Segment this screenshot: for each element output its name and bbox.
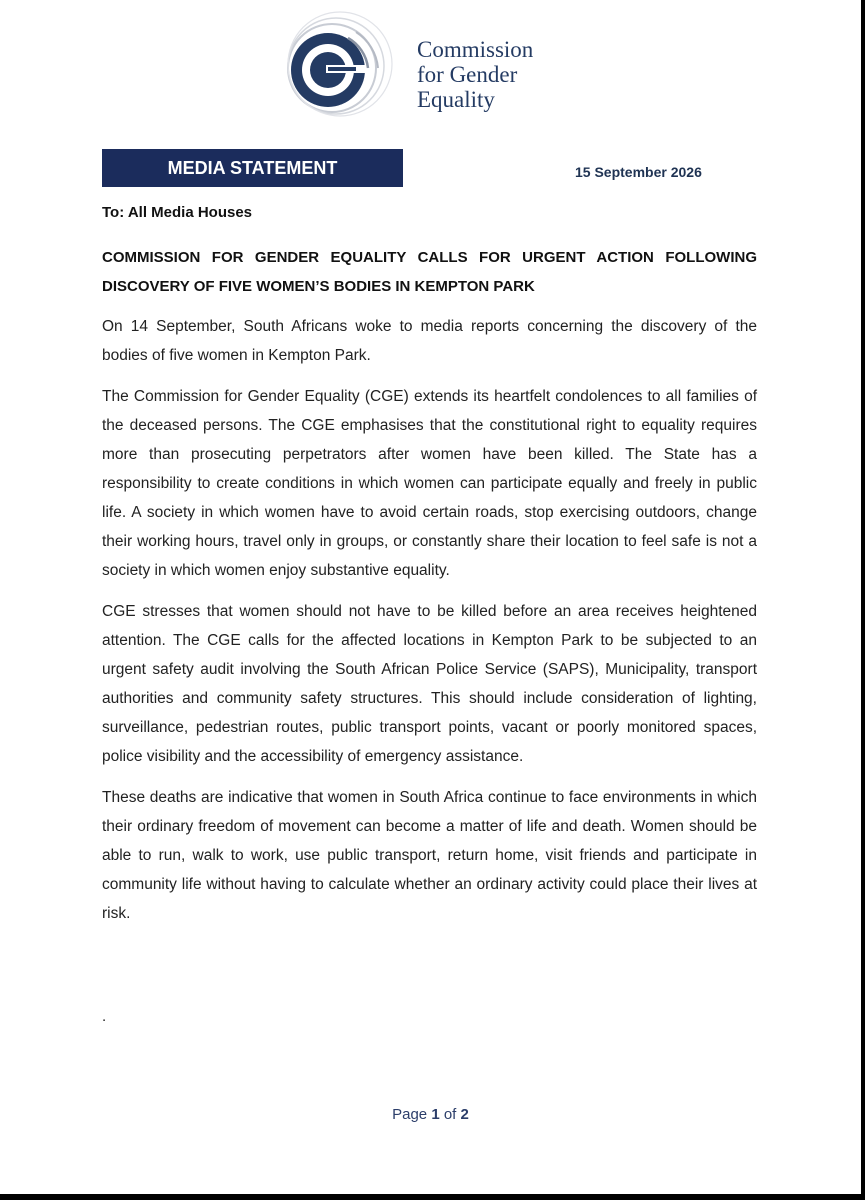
statement-headline: COMMISSION FOR GENDER EQUALITY CALLS FOR URGENT ACTION FOLLOWING DISCOVERY OF FIVE WOMEN’S BODIES IN KEMPTON PARK	[102, 249, 757, 295]
org-name-line-3: Equality	[417, 87, 495, 112]
statement-date: 15 September 2026	[575, 164, 702, 180]
org-name-line-2: for Gender	[417, 62, 518, 87]
addressee-line: To: All Media Houses	[102, 204, 253, 221]
stray-mark: .	[102, 1008, 107, 1025]
media-statement-banner: MEDIA STATEMENT	[102, 149, 403, 187]
page-current: 1	[431, 1106, 440, 1123]
page-word: Page	[392, 1106, 428, 1123]
cge-logo-icon	[286, 8, 394, 120]
page-footer	[0, 1106, 861, 1123]
body-paragraph-1: On 14 September, South Africans woke to media reports concerning the discovery of the bodies of five women in Kempton Park.	[102, 318, 757, 364]
of-word: of	[443, 1106, 457, 1123]
statement-body	[102, 312, 757, 940]
body-paragraph-2: The Commission for Gender Equality (CGE) extends its heartfelt condolences to all families of the deceased persons. The CGE emphasises that the constitutional right to equality requires more than prosecuting perpetrators after women have been killed. The State has a responsibility to create conditions in which women can participate equally and freely in public life. A society in which women have to avoid certain roads, stop exercising outdoors, change their working hours, travel only in groups, or constantly share their location to feel safe is not a society in which women enjoy substantive equality.	[102, 388, 757, 579]
org-name	[417, 37, 533, 112]
page-total: 2	[460, 1106, 469, 1123]
org-name-line-1: Commission	[417, 37, 534, 62]
body-paragraph-3: CGE stresses that women should not have to be killed before an area receives heightened attention. The CGE calls for the affected locations in Kempton Park to be subjected to an urgent safety audit involving the South African Police Service (SAPS), Municipality, transport authorities and community safety structures. This should include consideration of lighting, surveillance, pedestrian routes, public transport points, vacant or poorly monitored spaces, police visibility and the accessibility of emergency assistance.	[102, 603, 757, 765]
body-paragraph-4: These deaths are indicative that women in South Africa continue to face environments in which their ordinary freedom of movement can become a matter of life and death. Women should be able to run, walk to work, use public transport, return home, visit friends and participate in community life without having to calculate whether an ordinary activity could place their lives at risk.	[102, 789, 757, 922]
